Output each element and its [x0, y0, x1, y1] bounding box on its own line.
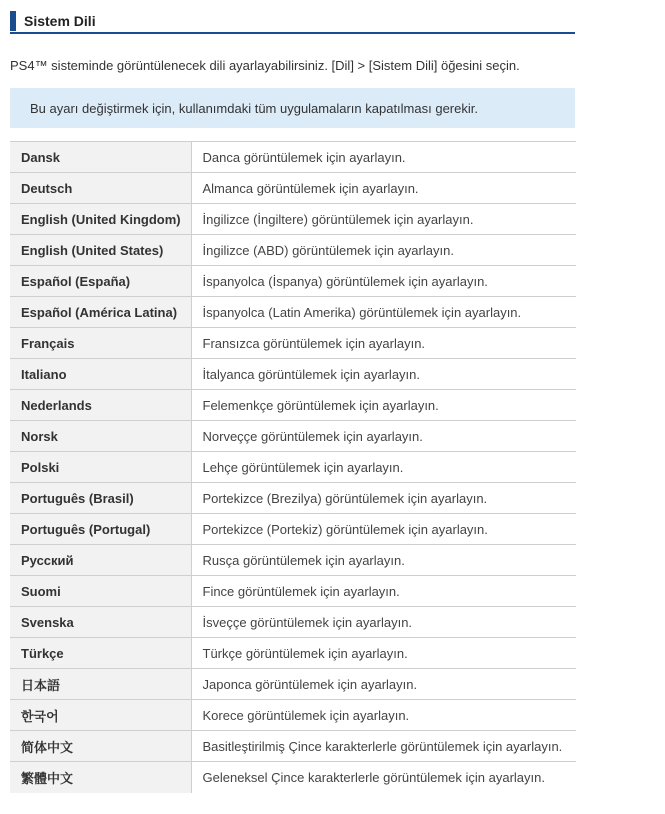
- table-row: [10, 545, 576, 576]
- language-description: İtalyanca görüntülemek için ayarlayın.: [191, 359, 576, 390]
- table-row: [10, 266, 576, 297]
- language-description: Korece görüntülemek için ayarlayın.: [191, 700, 576, 731]
- table-row: [10, 638, 576, 669]
- language-description: İngilizce (İngiltere) görüntülemek için ayarlayın.: [191, 204, 576, 235]
- language-description: Japonca görüntülemek için ayarlayın.: [191, 669, 576, 700]
- language-name: Svenska: [10, 607, 191, 638]
- language-name: Norsk: [10, 421, 191, 452]
- note-box: [10, 88, 575, 128]
- table-row: [10, 173, 576, 204]
- language-name: Português (Portugal): [10, 514, 191, 545]
- language-description: Norveççe görüntülemek için ayarlayın.: [191, 421, 576, 452]
- section-heading: [10, 10, 575, 34]
- table-row: [10, 297, 576, 328]
- language-description: Fince görüntülemek için ayarlayın.: [191, 576, 576, 607]
- language-name: 简体中文: [10, 731, 191, 762]
- language-description: Danca görüntülemek için ayarlayın.: [191, 142, 576, 173]
- language-description: İspanyolca (İspanya) görüntülemek için ayarlayın.: [191, 266, 576, 297]
- language-name: Deutsch: [10, 173, 191, 204]
- table-row: [10, 421, 576, 452]
- language-description: Felemenkçe görüntülemek için ayarlayın.: [191, 390, 576, 421]
- language-name: Русский: [10, 545, 191, 576]
- note-text: Bu ayarı değiştirmek için, kullanımdaki tüm uygulamaların kapatılması gerekir.: [30, 101, 478, 116]
- language-name: Português (Brasil): [10, 483, 191, 514]
- language-name: 日本語: [10, 669, 191, 700]
- language-description: İsveççe görüntülemek için ayarlayın.: [191, 607, 576, 638]
- language-name: Polski: [10, 452, 191, 483]
- language-description: Türkçe görüntülemek için ayarlayın.: [191, 638, 576, 669]
- language-name: Español (América Latina): [10, 297, 191, 328]
- language-description: İspanyolca (Latin Amerika) görüntülemek için ayarlayın.: [191, 297, 576, 328]
- table-row: [10, 359, 576, 390]
- content-area: [10, 0, 575, 786]
- language-name: English (United Kingdom): [10, 204, 191, 235]
- language-name: Español (España): [10, 266, 191, 297]
- language-description: Geleneksel Çince karakterlerle görüntülemek için ayarlayın.: [191, 762, 576, 793]
- language-description: Basitleştirilmiş Çince karakterlerle görüntülemek için ayarlayın.: [191, 731, 576, 762]
- language-description: Rusça görüntülemek için ayarlayın.: [191, 545, 576, 576]
- language-name: Français: [10, 328, 191, 359]
- table-row: [10, 328, 576, 359]
- language-name: 繁體中文: [10, 762, 191, 793]
- language-name: Italiano: [10, 359, 191, 390]
- table-row: [10, 607, 576, 638]
- language-name: Türkçe: [10, 638, 191, 669]
- section-title: Sistem Dili: [24, 13, 96, 29]
- table-row: [10, 700, 576, 731]
- language-name: English (United States): [10, 235, 191, 266]
- table-row: [10, 204, 576, 235]
- language-description: Portekizce (Portekiz) görüntülemek için ayarlayın.: [191, 514, 576, 545]
- table-row: [10, 669, 576, 700]
- intro-text: PS4™ sisteminde görüntülenecek dili ayarlayabilirsiniz. [Dil] > [Sistem Dili] öğesini seçin.: [10, 58, 520, 73]
- language-name: Nederlands: [10, 390, 191, 421]
- table-row: [10, 483, 576, 514]
- table-row: [10, 731, 576, 762]
- language-name: Dansk: [10, 142, 191, 173]
- language-name: Suomi: [10, 576, 191, 607]
- table-row: [10, 576, 576, 607]
- language-name: 한국어: [10, 700, 191, 731]
- table-row: [10, 762, 576, 793]
- table-row: [10, 235, 576, 266]
- language-table: [10, 141, 576, 793]
- table-row: [10, 514, 576, 545]
- language-description: İngilizce (ABD) görüntülemek için ayarlayın.: [191, 235, 576, 266]
- language-description: Portekizce (Brezilya) görüntülemek için ayarlayın.: [191, 483, 576, 514]
- table-row: [10, 452, 576, 483]
- language-description: Fransızca görüntülemek için ayarlayın.: [191, 328, 576, 359]
- table-row: [10, 390, 576, 421]
- table-row: [10, 142, 576, 173]
- language-description: Almanca görüntülemek için ayarlayın.: [191, 173, 576, 204]
- heading-accent-bar: [10, 11, 16, 31]
- language-description: Lehçe görüntülemek için ayarlayın.: [191, 452, 576, 483]
